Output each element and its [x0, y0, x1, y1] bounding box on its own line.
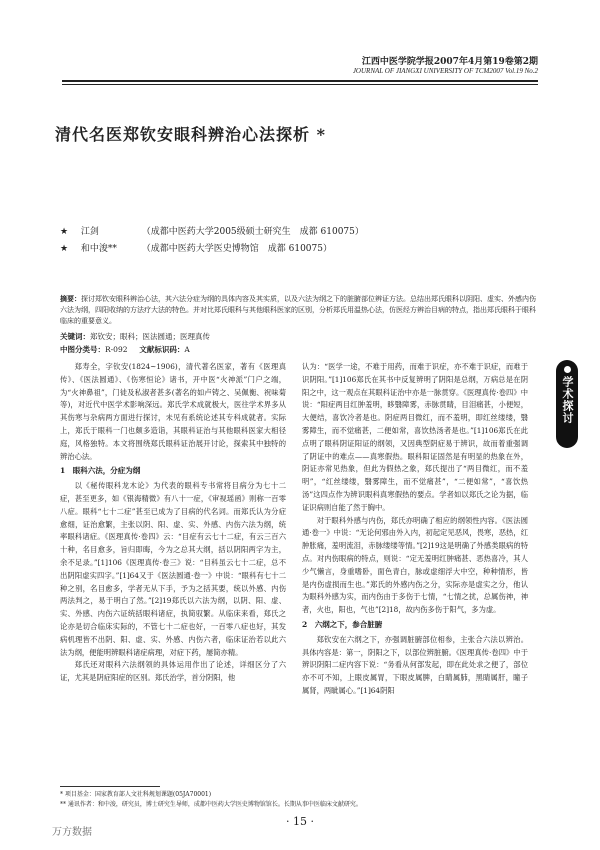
right-column [302, 361, 528, 698]
header-rule-thick [62, 80, 538, 82]
paragraph: 郑钦安在六纲之下，亦强调脏腑部位相参，主张合六法以辨治。具体内容是：第一，阴阳之下，以部位辨脏腑。《医理真传·卷四》中于辨识阴阳二症内容下说：“务看从何部发起，即在此处求之便了，部位亦不可不知，上眼皮属胃，下眼皮属脾，白睛属肺，黑睛属肝，瞳子属肾，两眦属心。”[1]64阴阳 [302, 634, 528, 695]
bullet-icon [564, 366, 571, 373]
paragraph: 对于眼科外感与内伤，郑氏亦明确了相应的纲领性内容。《医法圆通·卷一》中说：“无论何邪由外入内，初起定见恶风，畏寒，恶热，红肿胀痛，羞明流泪，赤脉缕缕等情。”[2]19这是明确了外感类眼病的特点。对内伤眼病的特点，则说：“定无羞明红肿痛甚、恶热喜冷，其人少气懒言，身重嗜卧，面色青白，脉或虚细浮大中空，种种情形，皆是内伤虚损而生也。”郑氏的外感内伤之分，实际亦是虚实之分，他认为眼科外感为实，而内伤由于多伤于七情，“七情之扰，总属伤神，神者，火也，阳也，气也”[2]18，故内伤多伤于阳气，多为虚。 [302, 515, 528, 615]
abstract [60, 293, 538, 327]
author-line-2 [60, 241, 332, 254]
watermark: 万方数据 [52, 827, 92, 838]
section-heading-1: 1 眼科六法，分症为纲 [60, 466, 141, 476]
header-rule-thin [62, 84, 538, 85]
page-number: · 15 · [286, 815, 314, 828]
classification [60, 344, 190, 355]
author-affiliation: （成都中医药大学2005级硕士研究生 成都 610075） [141, 227, 364, 237]
paragraph: 郑寿全，字钦安(1824~1906)，清代著名医家，著有《医理真传》、《医法圆通》、《伤寒恒论》诸书，开中医“火神派”门户之端，为“火神鼻祖”，门徒及私淑者甚多(著名的如卢铸之、吴佩衡、祝味菊等)，对近代中医学术影响深远。郑氏学术成就极大，医往学术界多从其伤寒与杂病两方面进行探讨，未见有系统论述其专科成就者。实际上，郑氏于眼科一门也颇多造诣，其眼科证治与其他眼科医家大相径庭，风格独特。本文将围绕郑氏眼科证治展开讨论，探索其中独特的辨治心法。 [60, 362, 286, 461]
doc-code: A [184, 345, 190, 354]
star-icon: ★ [60, 244, 69, 254]
keywords-text: 郑钦安；眼科；医法圆通；医理真传 [90, 332, 210, 341]
footnote-1: * 项目基金：国家教育部人文社科规划课题(05JA70001) [60, 791, 212, 798]
paragraph: 以《秘传眼科龙木论》为代表的眼科专书常将目病分为七十二症，甚至更多，如《银海精微》有八十一症，《审视瑶函》则称一百零八症。眼科“七十二症”甚至已成为了目病的代名词。而郑氏认为分症愈细，证治愈繁，主张以阴、阳、虚、实、外感、内伤六法为纲，统率眼科诸症。《医理真传·卷四》云：“目症有云七十二症，有云三百六十种，名目愈多，旨归即晦，今为之总其大纲，括以阴阳两字为主，余不足录。”[1]106《医理真传·卷三》说：“目科虽云七十二症，总不出阴阳虚实四字。”[1]64又于《医法圆通·卷一》中说：“眼科有七十二种之别，名目愈多，学者无从下手，予为之括其要，统以外感、内伤两法判之，易于明白了然。”[2]19郑氏以六法为纲，以阴、阳、虚、实、外感、内伤六证统括眼科诸症，执简驭繁。从临床来看，郑氏之论亦是切合临床实际的，不管七十二症也好，一百零八症也好，其发病机理皆不出阴、阳、虚、实、外感、内伤六者，临床证治若以此六法为纲，便能明辨眼科诸症病理，对症下药，屡简亦精。 [60, 481, 286, 657]
doc-code-label: 文献标识码： [139, 345, 185, 354]
abstract-text: 探讨郑钦安眼科辨治心法，其六法分症为纲的具体内容及其实质，以及六法为纲之下的脏腑部位辨证方法。总结出郑氏眼科以阴阳、虚实、外感内伤六法为纲，四阳收纳的方法疗大法的特色。并对比郑氏眼科与其他眼科医家的区别，分析郑氏用温热心法，仿医经方辨治目病的特点，指出郑氏眼科于眼科临床的重要意义。 [60, 295, 536, 325]
journal-header-en: JOURNAL OF JIANGXI UNIVERSITY OF TCM2007 Vol.19 No.2 [352, 67, 538, 75]
section-tab-label: 学术探讨 [561, 376, 574, 424]
abstract-label: 摘要： [60, 294, 81, 303]
left-column [60, 361, 286, 685]
footnote-rule [60, 786, 160, 787]
author-name: 和中浚** [80, 244, 117, 254]
paragraph: 郑氏还对眼科六法纲领的具体运用作出了论述，详细区分了六证，尤其是阴症阳症的区别。郑氏治学，首分阴阳，他 [60, 660, 286, 683]
author-affiliation: （成都中医药大学医史博物馆 成都 610075） [141, 244, 332, 254]
keywords-label: 关键词： [60, 332, 90, 341]
author-name: 江剑 [80, 227, 99, 237]
journal-header-cn: 江西中医学院学报2007年4月第19卷第2期 [361, 57, 538, 67]
author-line-1 [60, 224, 364, 237]
keywords [60, 331, 210, 342]
paragraph: 认为：“医学一途，不难于用药，而难于识症，亦不难于识症，而难于识阴阳。”[1]106郑氏在其书中反复辨明了阴阳是总纲，万病总是在阴阳之中，这一观点在其眼科证治中亦是一脉贯穿。《医理真传·卷四》中说：“阳症两目红肿羞明，眵翳障雾，赤脉贯睛，目泪痛甚，小便短，大便结，喜饮冷者是也。阴症两目微红，而不羞明，即红丝缕缕，翳雾障生，而不觉痛甚，二便如常，喜饮热汤者是也。”[1]106郑氏在此点明了眼科阴证阳证的纲领，又因典型阴症易于辨识，故而着重强调了阴证中的难点——真寒假热。眼科阳证固然是有明显的热象在外，阴证亦常见热象，但此为假热之象，郑氏提出了“两目微红，而不羞明”，“红丝缕缕，翳雾障生，而不觉痛甚”，“二便如常”，“喜饮热汤”这四点作为辨识眼科真寒假热的要点。学者如以郑氏之论为据，临证识病则自能了然于胸中。 [302, 362, 528, 512]
section-heading-2: 2 六纲之下，参合脏腑 [302, 619, 383, 629]
article-title: 清代名医郑钦安眼科辨治心法探析 * [55, 125, 326, 144]
clc-label: 中图分类号： [60, 345, 105, 354]
clc-code: R-092 [105, 345, 128, 354]
footnote-2: ** 通讯作者：和中浚，研究员，博士研究生导师，成都中医药大学医史博物馆馆长。长期从事中医临床文献研究。 [60, 801, 362, 808]
section-tab [556, 360, 578, 448]
star-icon: ★ [60, 227, 69, 237]
